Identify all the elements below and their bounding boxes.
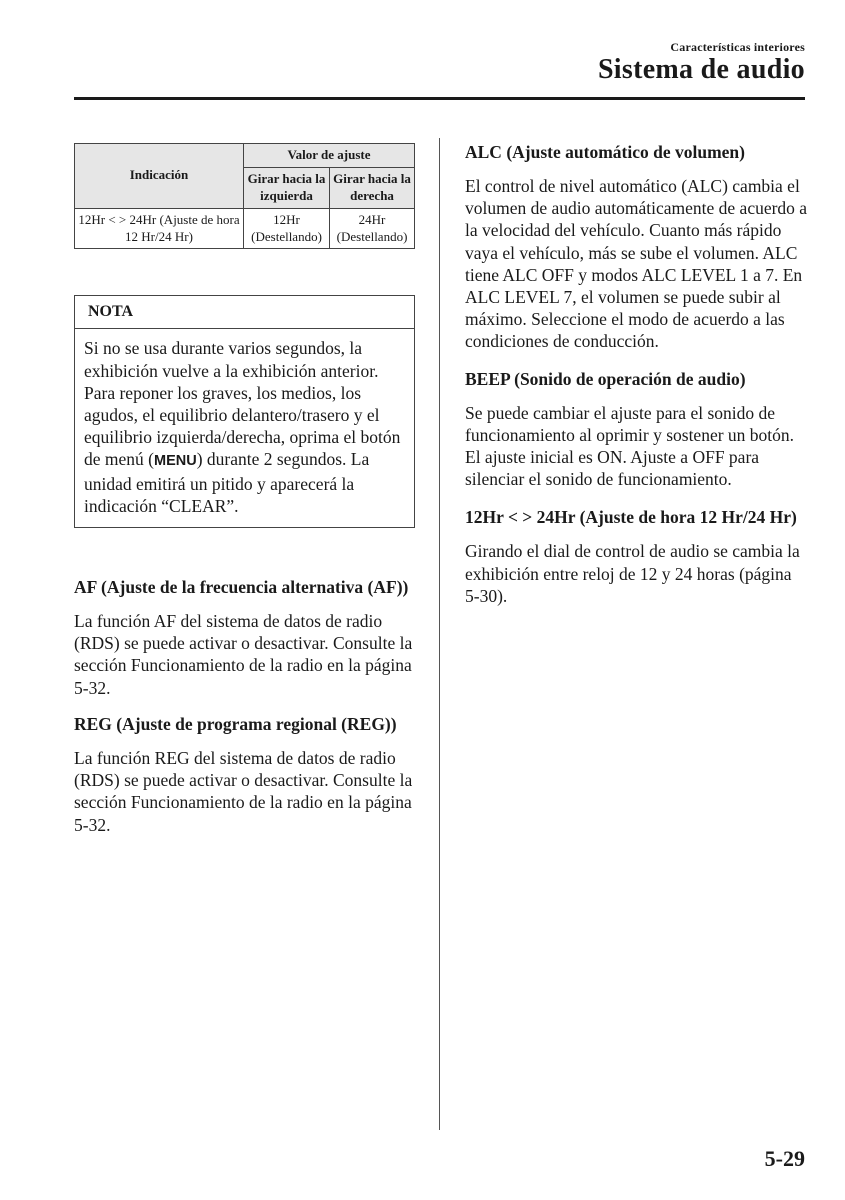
- header-girar-derecha: Girar hacia la derecha: [330, 167, 415, 208]
- header-subtitle: Características interiores: [670, 40, 805, 54]
- section-body-reg: La función REG del sistema de datos de radio (RDS) se puede activar o desactivar. Consulte la sección Funcionamiento de la radio en la página 5-32.: [74, 747, 413, 835]
- note-text-before: Si no se usa durante varios segundos, la exhibición vuelve a la exhibición anterior. Para reponer los graves, los medios, los agudos, el equilibrio delantero/trasero y el equilibrio izquierda/derecha, oprima el botón de menú (: [84, 338, 401, 470]
- column-divider: [439, 138, 440, 1130]
- section-title-12-24hr: 12Hr < > 24Hr (Ajuste de hora 12 Hr/24 Hr): [465, 507, 797, 528]
- section-body-12-24hr: Girando el dial de control de audio se cambia la exhibición entre reloj de 12 y 24 horas (página 5-30).: [465, 541, 800, 606]
- page-title: Sistema de audio: [597, 54, 805, 85]
- right-column: [465, 141, 810, 607]
- header-indicacion: Indicación: [75, 144, 244, 209]
- settings-table: [74, 143, 415, 249]
- section-title-af: AF (Ajuste de la frecuencia alternativa (AF)): [74, 577, 409, 598]
- menu-key-label: MENU: [153, 453, 197, 470]
- section-body-af: La función AF del sistema de datos de radio (RDS) se puede activar o desactivar. Consulte la sección Funcionamiento de la radio en la página 5-32.: [74, 611, 413, 698]
- section-body-alc: El control de nivel automático (ALC) cambia el volumen de audio automáticamente de acuerdo a la velocidad del vehículo. Cuanto más rápido vaya el vehículo, más se sube el volumen. ALC tiene ALC OFF y modos ALC LEVEL 1 a 7. En ALC LEVEL 7, el volumen se puede subir al máximo. Seleccione el modo de acuerdo a las condiciones de conducción.: [465, 176, 808, 352]
- cell-indicacion: 12Hr < > 24Hr (Ajuste de hora 12 Hr/24 Hr): [75, 208, 244, 249]
- note-heading: NOTA: [75, 296, 414, 329]
- table-header-row: [75, 144, 415, 168]
- left-column: [74, 143, 415, 836]
- note-text-after: ) durante 2 segundos. La unidad emitirá un pitido y aparecerá la indicación “CLEAR”.: [84, 449, 370, 516]
- page-number: 5-29: [764, 1146, 805, 1171]
- note-body: [75, 329, 414, 527]
- section-title-beep: BEEP (Sonido de operación de audio): [465, 368, 746, 389]
- section-title-reg: REG (Ajuste de programa regional (REG)): [74, 713, 397, 734]
- header-valor: Valor de ajuste: [244, 144, 415, 168]
- section-body-beep: Se puede cambiar el ajuste para el sonido de funcionamiento al oprimir y sostener un botón. El ajuste inicial es ON. Ajuste a OFF para silenciar el sonido de funcionamiento.: [465, 402, 795, 490]
- note-box: [74, 295, 415, 528]
- cell-right: 24Hr (Destellando): [330, 208, 415, 249]
- header-girar-izquierda: Girar hacia la izquierda: [244, 167, 330, 208]
- section-title-alc: ALC (Ajuste automático de volumen): [465, 142, 745, 162]
- cell-left: 12Hr (Destellando): [244, 208, 330, 249]
- table-row: [75, 208, 415, 249]
- header-rule: [74, 97, 805, 100]
